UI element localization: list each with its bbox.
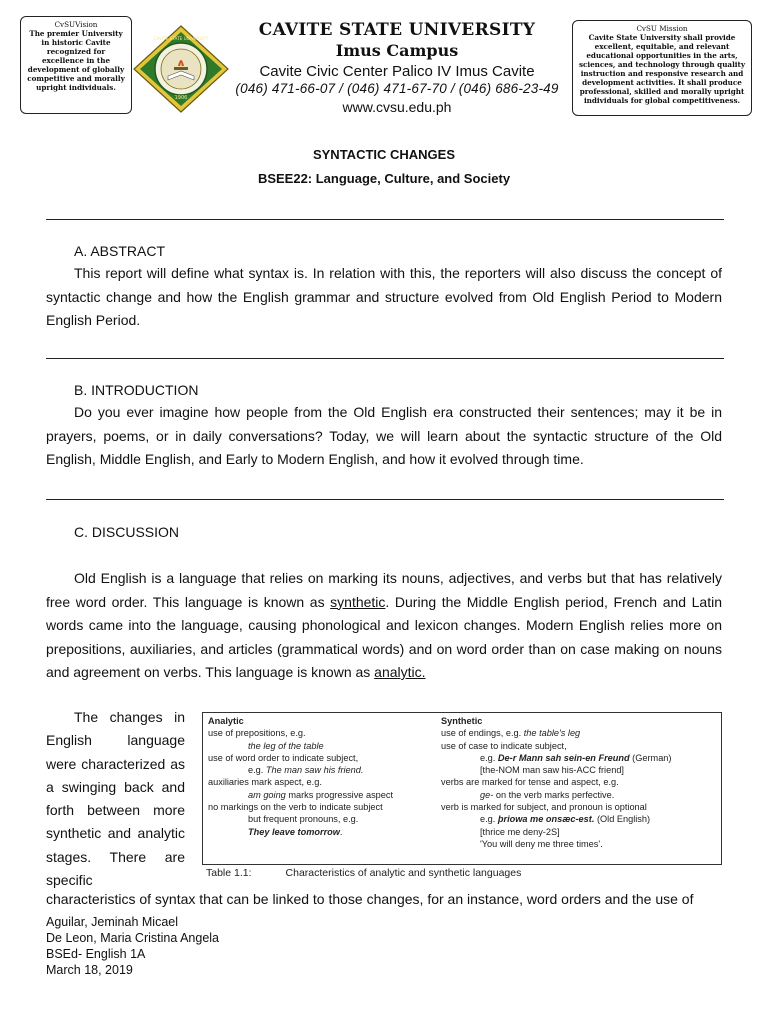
document-title: SYNTACTIC CHANGES (312, 147, 456, 162)
table-example: They leave tomorrow (248, 826, 340, 837)
abstract-text: This report will define what syntax is. In relation with this, the reporters will also discuss the concept of syntactic change and how the English grammar and structure evolved from Old English Period to Modern English Period. (46, 265, 722, 328)
table-line: auxiliaries mark aspect, e.g. (208, 777, 322, 788)
table-line (441, 813, 719, 825)
table-gloss: 'You will deny me three times'. (480, 838, 603, 849)
table-line: use of prepositions, e.g. (208, 728, 306, 739)
table-example: De-r Mann sah sein-en Freund (497, 752, 630, 763)
author-name: De Leon, Maria Cristina Angela (46, 931, 220, 945)
table-example: þriowa me onsæc-est. (497, 814, 595, 825)
course-title: BSEE22: Language, Culture, and Society (257, 171, 511, 186)
introduction-text: Do you ever imagine how people from the Old English era constructed their sentences; may it be in prayers, poems, or in daily conversations? Today, we will learn about the syntactic structure of the Old English, Middle English, and Early to Modern English, and how it evolved through time. (46, 404, 722, 467)
mission-title: CvSU Mission (636, 24, 688, 33)
caption-description: Characteristics of analytic and synthetic languages (285, 867, 522, 879)
table-line (441, 727, 719, 739)
table-line (208, 826, 438, 838)
table-text: on the verb marks perfective. (493, 789, 615, 800)
table-example: ge- (480, 789, 494, 800)
table-text: . (339, 826, 343, 837)
table-text: use of endings, e.g. (441, 728, 524, 739)
table-line (208, 789, 438, 801)
author-name: Aguilar, Jeminah Micael (46, 915, 179, 929)
table-text: e.g. (480, 814, 498, 825)
term-analytic: analytic. (374, 664, 426, 680)
table-example: the table's leg (523, 728, 581, 739)
discussion-heading: C. DISCUSSION (74, 524, 180, 540)
table-gloss: [the-NOM man saw his-ACC friend] (480, 765, 624, 776)
analytic-column (208, 715, 438, 838)
abstract-heading: A. ABSTRACT (74, 243, 166, 259)
table-line: verb is marked for subject, and pronoun is optional (441, 802, 647, 813)
column-header: Synthetic (441, 716, 483, 726)
table-example: am going (248, 789, 286, 800)
column-header: Analytic (208, 716, 244, 726)
vision-box (20, 16, 132, 114)
university-name: CAVITE STATE UNIVERSITY (258, 20, 536, 40)
university-seal-logo (132, 24, 230, 114)
table-line: verbs are marked for tense and aspect, e.g. (441, 777, 619, 788)
table-line: use of word order to indicate subject, (208, 752, 359, 763)
table-text: (German) (629, 752, 672, 763)
table-line: use of case to indicate subject, (441, 740, 567, 751)
author-block (46, 914, 219, 978)
comparison-table (202, 712, 722, 865)
table-text: marks progressive aspect (285, 789, 394, 800)
campus-address: Cavite Civic Center Palico IV Imus Cavite (259, 63, 535, 80)
discussion-paragraph (46, 567, 722, 685)
campus-name: Imus Campus (335, 41, 459, 60)
discussion-text: . During the Middle English period, French and Latin words came into the language, causing phonological and lexicon changes. Modern English relies more on prepositions, auxiliaries, and articles (grammatical words) and on word order than on case making on nouns and agreement on verbs. This language is known as (46, 593, 722, 680)
mission-text: Cavite State University shall provide excellent, equitable, and relevant educational opportunities in the arts, sciences, and technology through quality instruction and responsive research and development activities. It shall produce professional, skilled and morally upright individuals for global competitiveness. (578, 33, 746, 105)
date: March 18, 2019 (46, 963, 133, 977)
table-example: the leg of the table (248, 740, 324, 751)
discussion-text: Old English is a language that relies on marking its nouns, adjectives, and verbs but that has relatively free word order. This language is known as (46, 570, 722, 610)
table-line (208, 764, 438, 776)
table-text: e.g. (248, 765, 266, 776)
table-line (441, 752, 719, 764)
divider (46, 499, 724, 500)
logo-text: CAVITE STATE UNIVERSITY (153, 36, 209, 41)
table-line (441, 789, 719, 801)
paragraph-continuation: characteristics of syntax that can be linked to those changes, for an instance, word orders and the use of (46, 891, 694, 907)
university-header (230, 20, 564, 116)
term-synthetic: synthetic (330, 593, 386, 610)
vision-title: CvSUVision (54, 20, 98, 29)
introduction-heading: B. INTRODUCTION (74, 382, 199, 398)
table-text: (Old English) (594, 814, 651, 825)
vision-text: The premier University in historic Cavite recognized for excellence in the development of globally competitive and morally upright individuals. (27, 29, 125, 92)
program: BSEd- English 1A (46, 947, 146, 961)
phone-numbers: (046) 471-66-07 / (046) 471-67-70 / (046) 686-23-49 (235, 81, 559, 96)
table-example: The man saw his friend. (265, 765, 364, 776)
mission-box (572, 20, 752, 116)
table-text: e.g. (480, 752, 498, 763)
caption-label: Table 1.1: (206, 867, 252, 879)
divider (46, 358, 724, 359)
synthetic-column (441, 715, 719, 850)
divider (46, 219, 724, 220)
table-gloss: [thrice me deny-2S] (480, 826, 560, 837)
table-line: no markings on the verb to indicate subject (208, 802, 383, 813)
table-caption (206, 867, 521, 879)
website: www.cvsu.edu.ph (342, 99, 452, 115)
wrapped-paragraph: The changes in English language were characterized as a swinging back and forth between more synthetic and analytic stages. There are specific (46, 709, 185, 889)
table-line: but frequent pronouns, e.g. (248, 814, 359, 825)
logo-year: 1906 (174, 95, 188, 101)
